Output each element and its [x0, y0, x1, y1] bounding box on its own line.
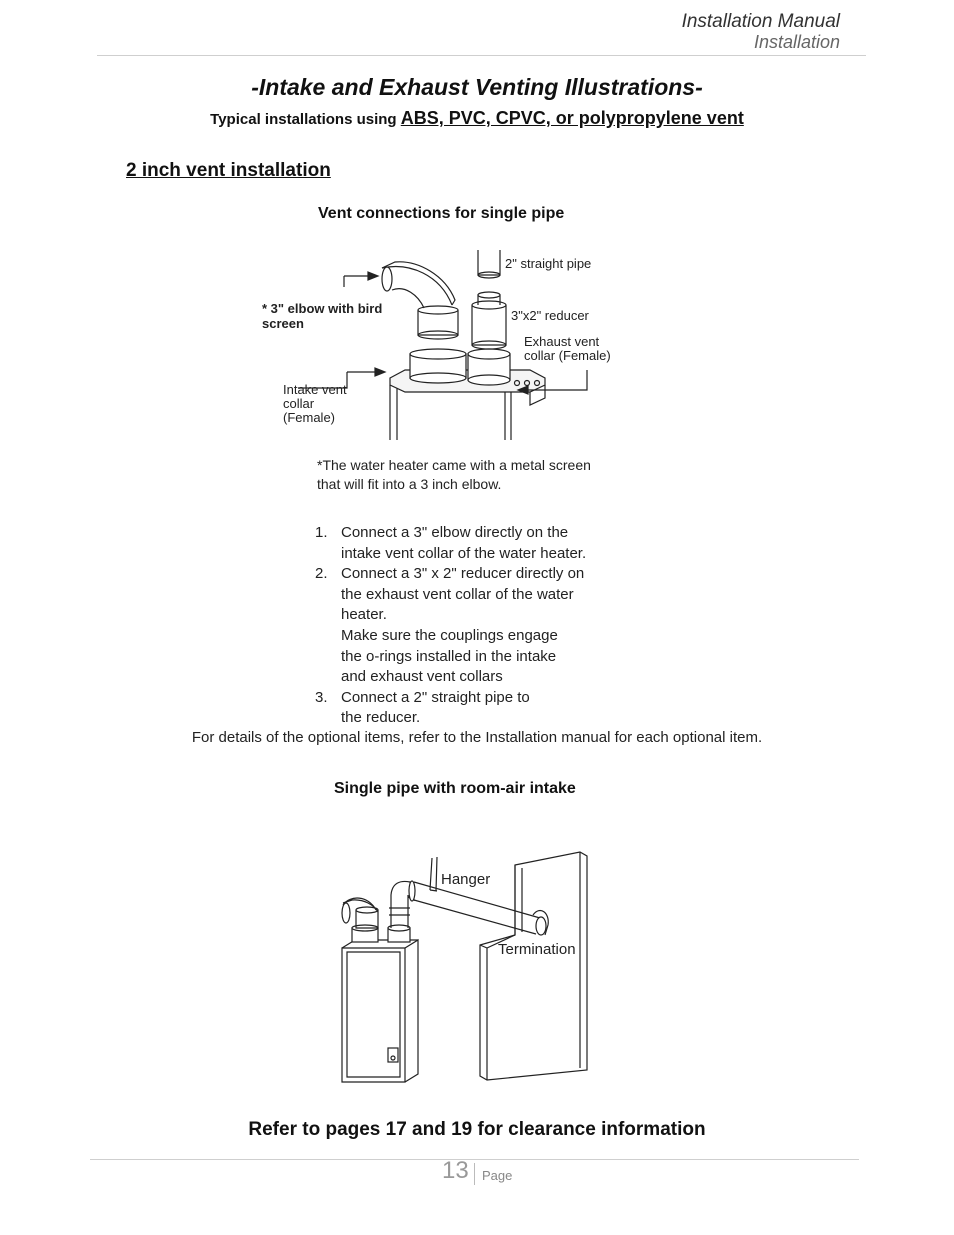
- step-number: 2.: [315, 565, 328, 583]
- footer-divider: [90, 1159, 859, 1160]
- diagram1-heading: Vent connections for single pipe: [318, 205, 565, 222]
- section-heading: 2 inch vent installation: [126, 160, 331, 181]
- header-manual-title: Installation Manual: [681, 11, 840, 32]
- label-elbow-line2: screen: [262, 316, 304, 331]
- diagram2-heading: Single pipe with room-air intake: [334, 780, 576, 797]
- clearance-reference: Refer to pages 17 and 19 for clearance information: [248, 1119, 706, 1140]
- subtitle-materials: ABS, PVC, CPVC, or polypropylene vent: [400, 108, 744, 128]
- step-number: 3.: [315, 688, 328, 706]
- step-text: Connect a 3" x 2" reducer directly on the exhaust vent collar of the water heater. Make sure the couplings engage the o-rings installed in the intake and exhaust vent collars: [341, 565, 585, 686]
- label-intake-line2: collar: [283, 396, 315, 411]
- page-number: 13: [442, 1157, 469, 1184]
- label-elbow-line1: * 3" elbow with bird: [262, 301, 383, 316]
- label-intake-line3: (Female): [283, 410, 336, 425]
- note-line1: *The water heater came with a metal screen: [317, 457, 591, 473]
- page-title: -Intake and Exhaust Venting Illustrations-: [251, 74, 703, 100]
- label-exhaust-line1: Exhaust vent: [524, 334, 600, 349]
- step-number: 1.: [315, 524, 328, 541]
- page-label: Page: [482, 1168, 513, 1183]
- header-section-title: Installation: [753, 32, 840, 52]
- label-termination: Termination: [498, 941, 576, 958]
- label-intake-line1: Intake vent: [283, 382, 347, 397]
- label-hanger: Hanger: [441, 871, 491, 888]
- page-number-separator: [474, 1163, 475, 1185]
- step-text: Connect a 2" straight pipe to the reducer.: [341, 688, 530, 727]
- label-reducer: 3"x2" reducer: [511, 308, 589, 323]
- subtitle-lead: Typical installations using: [210, 111, 401, 128]
- label-exhaust-line2: collar (Female): [524, 348, 611, 363]
- optional-items-note: For details of the optional items, refer to the Installation manual for each optional item.: [191, 729, 763, 746]
- label-straight-pipe: 2" straight pipe: [505, 256, 592, 271]
- step-text: Connect a 3" elbow directly on the intake vent collar of the water heater.: [341, 524, 587, 562]
- note-line2: that will fit into a 3 inch elbow.: [317, 476, 502, 492]
